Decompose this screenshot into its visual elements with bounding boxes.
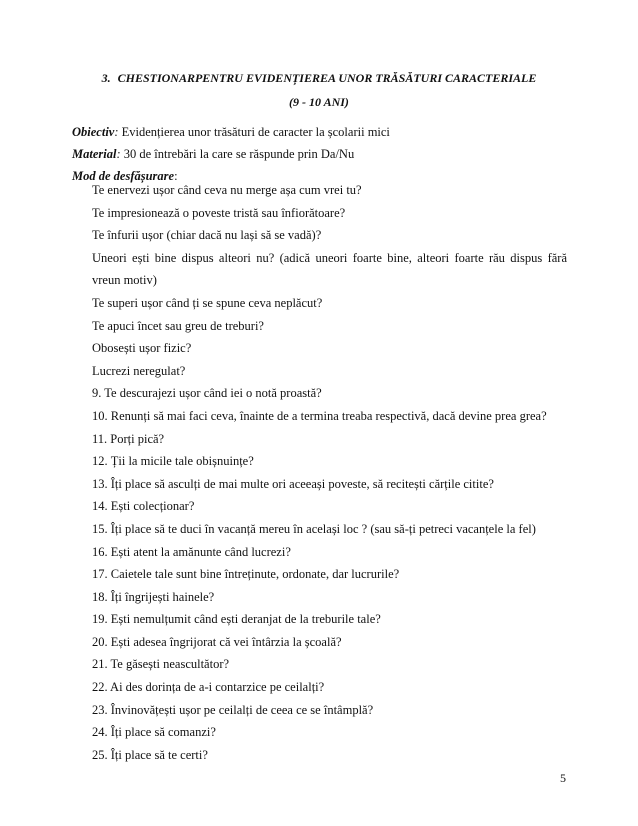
question-item: 24. Îți place să comanzi? bbox=[92, 725, 216, 740]
question-line: vreun motiv) bbox=[92, 273, 157, 288]
title-number: 3. bbox=[101, 71, 111, 85]
objective-text: Evidențierea unor trăsături de caracter la școlarii mici bbox=[121, 125, 390, 139]
question-item: 13. Îți place să asculți de mai multe ori aceeași poveste, să recitești cărțile citite? bbox=[92, 476, 494, 491]
question-item: Te superi ușor când ți se spune ceva neplăcut? bbox=[92, 295, 323, 310]
question-item: 9. Te descurajezi ușor când iei o notă proastă? bbox=[92, 386, 322, 401]
question-line: Uneori ești bine dispus alteori nu? (adică uneori foarte bine, alteori foarte rău dispus fără bbox=[92, 250, 567, 265]
page-number: 5 bbox=[560, 771, 566, 785]
material-text: 30 de întrebări la care se răspunde prin Da/Nu bbox=[123, 147, 355, 161]
question-item: 23. Învinovățești ușor pe ceilalți de ceea ce se întâmplă? bbox=[92, 702, 374, 717]
question-item: 19. Ești nemulțumit când ești deranjat de la treburile tale? bbox=[92, 612, 381, 627]
question-item: 12. Ții la micile tale obișnuințe? bbox=[92, 454, 254, 469]
question-item: Te înfurii ușor (chiar dacă nu lași să se vadă)? bbox=[92, 228, 322, 243]
question-item: 18. Îți îngrijești hainele? bbox=[92, 589, 215, 604]
procedure-line: Mod de desfășurare: bbox=[72, 169, 178, 183]
procedure-label: Mod de desfășurare bbox=[72, 169, 175, 183]
material-label: Material bbox=[72, 147, 117, 161]
question-item: 17. Caietele tale sunt bine întreținute, ordonate, dar lucrurile? bbox=[92, 567, 400, 582]
question-item: 11. Porți pică? bbox=[92, 431, 165, 446]
question-item: Te impresionează o poveste tristă sau înfiorătoare? bbox=[92, 205, 346, 220]
question-item: Lucrezi neregulat? bbox=[92, 363, 186, 378]
age-range: (9 - 10 ANI) bbox=[289, 95, 349, 109]
question-item: 20. Ești adesea îngrijorat că vei întârzia la școală? bbox=[92, 634, 342, 649]
question-item: 16. Ești atent la amănunte când lucrezi? bbox=[92, 544, 291, 559]
question-item: 15. Îți place să te duci în vacanță mereu în același loc ? (sau să-ți petreci vacanțele la fel) bbox=[92, 521, 536, 536]
question-item: Te enervezi ușor când ceva nu merge așa cum vrei tu? bbox=[92, 183, 362, 197]
question-item: 25. Îți place să te certi? bbox=[92, 747, 208, 762]
question-item: 14. Ești colecționar? bbox=[92, 499, 195, 514]
question-item: 22. Ai des dorința de a-i contarzice pe ceilalți? bbox=[92, 680, 325, 695]
question-list bbox=[92, 182, 567, 769]
material-line: Material: 30 de întrebări la care se răspunde prin Da/Nu bbox=[72, 147, 355, 161]
objective-label: Obiectiv bbox=[72, 125, 115, 139]
question-item: Obosești ușor fizic? bbox=[92, 341, 192, 356]
question-item bbox=[92, 250, 567, 295]
objective-line: Obiectiv: Evidențierea unor trăsături de caracter la școlarii mici bbox=[72, 125, 390, 139]
question-item: 21. Te găsești neascultător? bbox=[92, 657, 230, 672]
question-item: 10. Renunți să mai faci ceva, înainte de a termina treaba respectivă, dacă devine prea grea? bbox=[92, 408, 547, 423]
question-item: Te apuci încet sau greu de treburi? bbox=[92, 318, 264, 333]
title-text: CHESTIONARPENTRU EVIDENȚIEREA UNOR TRĂSĂTURI CARACTERIALE bbox=[117, 71, 537, 85]
document-title bbox=[0, 70, 638, 86]
